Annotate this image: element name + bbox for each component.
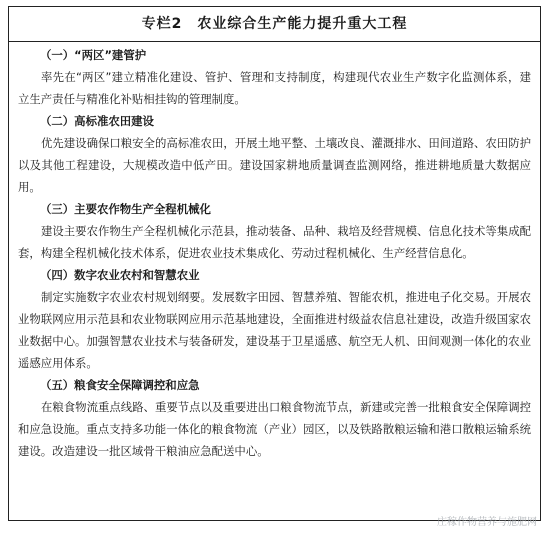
section-body-5: 在粮食物流重点线路、重要节点以及重要进出口粮食物流节点，新建或完善一批粮食安全保障调控和应急设施。重点支持多功能一体化的粮食物流（产业）园区，以及铁路散粮运输和港口散粮运输系统建设。改造建设一批区域骨干粮油应急配送中心。 xyxy=(18,400,531,458)
section-body-2: 优先建设确保口粮安全的高标准农田，开展土地平整、土壤改良、灌溉排水、田间道路、农田防护以及其他工程建设，大规模改造中低产田。建设国家耕地质量调查监测网络，推进耕地质量大数据应用。 xyxy=(18,136,531,194)
section-body-3: 建设主要农作物生产全程机械化示范县，推动装备、品种、栽培及经营规模、信息化技术等集成配套，构建全程机械化技术体系，促进农业技术集成化、劳动过程机械化、生产经营信息化。 xyxy=(18,224,531,260)
section-heading-1: （一）“两区”建管护 xyxy=(40,48,147,62)
column-content xyxy=(9,42,540,462)
section-heading-3: （三）主要农作物生产全程机械化 xyxy=(40,202,211,216)
section-body-1: 率先在“两区”建立精准化建设、管护、管理和支持制度，构建现代农业生产数字化监测体系，建立生产责任与精准化补贴相挂钩的管理制度。 xyxy=(18,70,531,106)
watermark: 庄稼作物营养与施肥网 xyxy=(437,517,537,528)
section-body-4: 制定实施数字农业农村规划纲要。发展数字田园、智慧养殖、智能农机，推进电子化交易。开展农业物联网应用示范县和农业物联网应用示范基地建设，全面推进村级益农信息社建设，改造升级国家农业数据中心。加强智慧农业技术与装备研发，建设基于卫星遥感、航空无人机、田间观测一体化的农业遥感应用体系。 xyxy=(18,290,531,370)
section-heading-5: （五）粮食安全保障调控和应急 xyxy=(40,378,200,392)
section-heading-4: （四）数字农业农村和智慧农业 xyxy=(40,268,200,282)
column-box xyxy=(8,6,541,521)
column-title: 专栏2 农业综合生产能力提升重大工程 xyxy=(9,7,540,42)
section-heading-2: （二）高标准农田建设 xyxy=(40,114,154,128)
